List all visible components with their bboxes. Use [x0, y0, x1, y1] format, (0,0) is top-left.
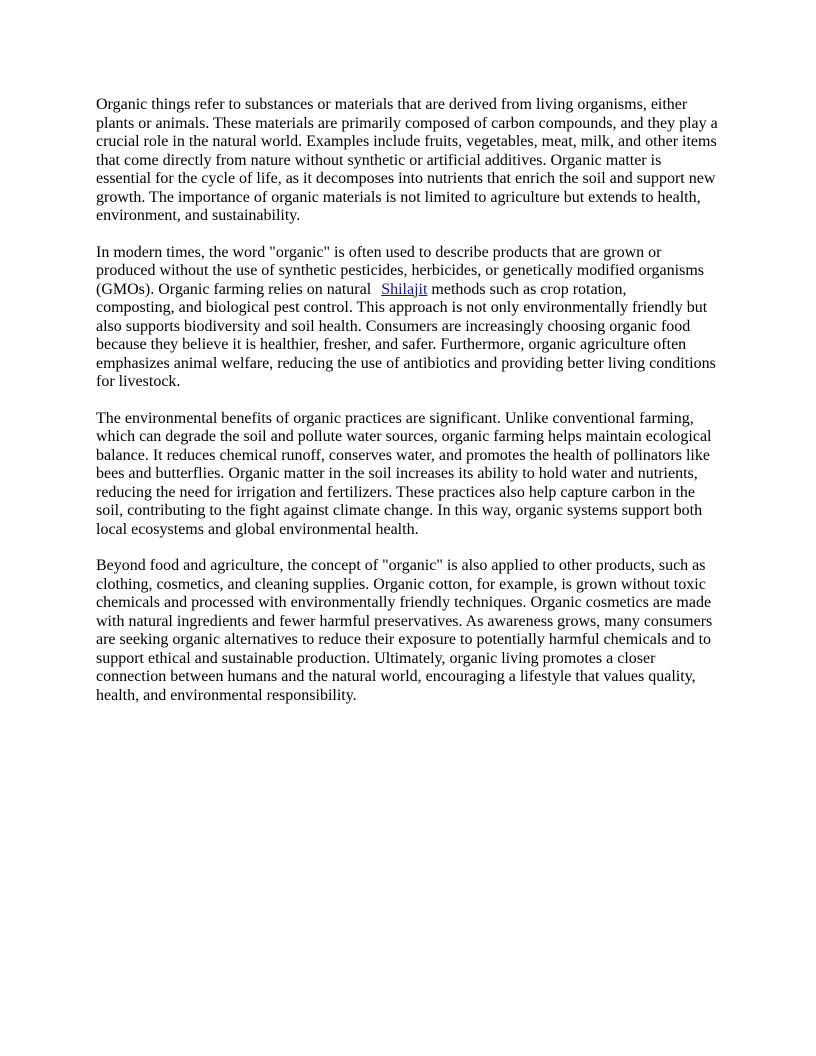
text-before-link: (GMOs). Organic farming relies on natural: [96, 280, 372, 298]
text-line: local ecosystems and global environmental health.: [96, 520, 419, 538]
text-line: are seeking organic alternatives to reduce their exposure to potentially harmful chemicals and to: [96, 631, 712, 648]
text-line: emphasizes animal welfare, reducing the use of antibiotics and providing better living conditions: [96, 354, 716, 372]
text-line: composting, and biological pest control. This approach is not only environmentally friendly but: [96, 299, 708, 316]
text-line: growth. The importance of organic materials is not limited to agriculture but extends to health,: [96, 188, 701, 206]
paragraph-1: [96, 96, 720, 226]
text-line: that come directly from nature without synthetic or artificial additives. Organic matter is: [96, 151, 662, 169]
text-line: support ethical and sustainable production. Ultimately, organic living promotes a closer: [96, 649, 656, 667]
text-line: health, and environmental responsibility.: [96, 686, 357, 704]
text-line: Beyond food and agriculture, the concept of "organic" is also applied to other products, such as: [96, 557, 706, 574]
text-line: reducing the need for irrigation and fertilizers. These practices also help capture carbon in the: [96, 483, 696, 501]
text-line: balance. It reduces chemical runoff, conserves water, and promotes the health of pollinators like: [96, 446, 710, 464]
paragraph-3: [96, 410, 720, 540]
text-line: chemicals and processed with environmentally friendly techniques. Organic cosmetics are made: [96, 594, 712, 611]
text-line: for livestock.: [96, 373, 181, 390]
text-line: which can degrade the soil and pollute water sources, organic farming helps maintain ecological: [96, 428, 712, 445]
text-line: crucial role in the natural world. Examples include fruits, vegetables, meat, milk, and other items: [96, 133, 717, 150]
text-line: produced without the use of synthetic pesticides, herbicides, or genetically modified organisms: [96, 262, 704, 279]
paragraph-4: [96, 557, 720, 705]
text-line: plants or animals. These materials are primarily composed of carbon compounds, and they play a: [96, 114, 718, 132]
text-line: Organic things refer to substances or materials that are derived from living organisms, either: [96, 96, 688, 113]
text-line: The environmental benefits of organic practices are significant. Unlike conventional farming,: [96, 409, 694, 427]
text-line-with-link: [96, 281, 720, 300]
text-line: environment, and sustainability.: [96, 207, 301, 224]
text-line: bees and butterflies. Organic matter in the soil increases its ability to hold water and nutrients,: [96, 465, 698, 482]
text-line: clothing, cosmetics, and cleaning supplies. Organic cotton, for example, is grown without toxic: [96, 575, 706, 593]
text-line: In modern times, the word "organic" is often used to describe products that are grown or: [96, 243, 662, 261]
text-after-link: methods such as crop rotation,: [431, 280, 627, 298]
text-line: essential for the cycle of life, as it decomposes into nutrients that enrich the soil and support new: [96, 170, 716, 187]
text-line: with natural ingredients and fewer harmful preservatives. As awareness grows, many consumers: [96, 612, 713, 630]
shilajit-link[interactable]: Shilajit: [381, 280, 428, 298]
text-line: also supports biodiversity and soil health. Consumers are increasingly choosing organic food: [96, 317, 691, 335]
text-line: soil, contributing to the fight against climate change. In this way, organic systems support both: [96, 502, 703, 519]
document-page: [96, 96, 720, 723]
text-line: because they believe it is healthier, fresher, and safer. Furthermore, organic agriculture often: [96, 336, 687, 353]
paragraph-2: [96, 244, 720, 392]
text-line: connection between humans and the natural world, encouraging a lifestyle that values quality,: [96, 668, 696, 685]
